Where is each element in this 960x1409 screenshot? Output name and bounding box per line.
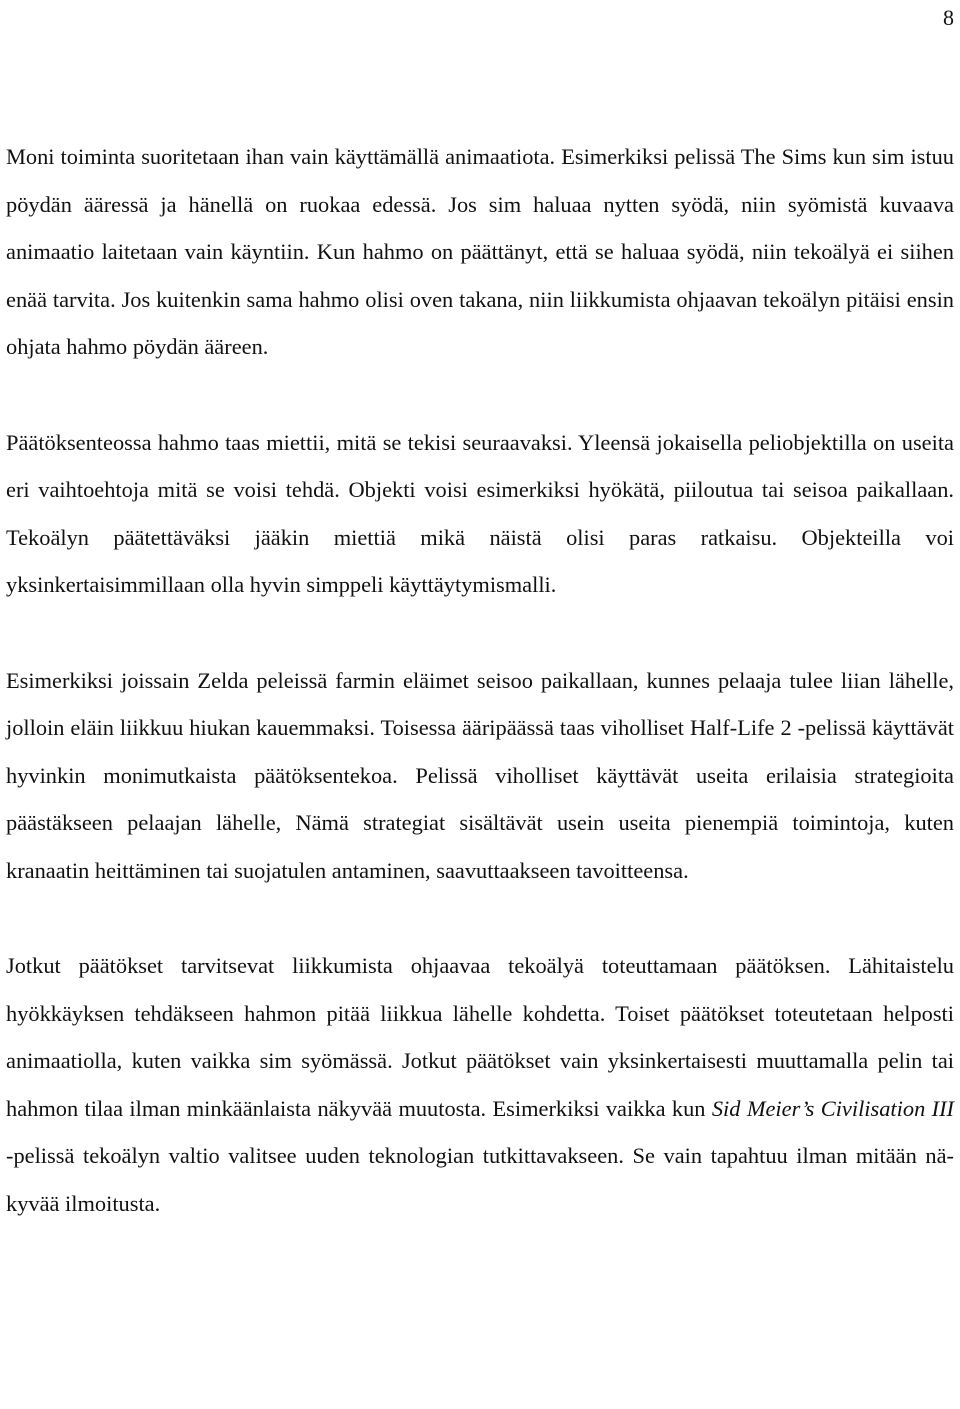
paragraph-text-after-title: -pelissä tekoälyn valtio valitsee uuden teknologian tutkittavakseen. Se vain tapahtuu ilman mitään näkyvää ilmoitusta. bbox=[6, 1143, 954, 1217]
game-title-italic: Sid Meier’s Civilisation III bbox=[711, 1095, 954, 1121]
paragraph-animation: Moni toiminta suoritetaan ihan vain käyttämällä animaatiota. Esimerkiksi pelissä The Sims kun sim istuu pöydän ääressä ja hänellä on ruokaa edessä. Jos sim haluaa nytten syödä, niin syömistä kuvaava animaatio laitetaan vain käyntiin. Kun hahmo on päättänyt, että se haluaa syödä, niin tekoälyä ei siihen enää tarvita. Jos kuitenkin sama hahmo olisi oven takana, niin liikkumista ohjaavan tekoälyn pitäisi ensin ohjata hahmo pöydän ääreen. bbox=[6, 144, 954, 360]
page-number: 8 bbox=[943, 5, 954, 30]
paragraph-text-before-title: Jotkut päätökset tarvitsevat liikkumista ohjaavaa tekoälyä toteuttamaan päätöksen. Lähitaistelu hyökkäyksen tehdäkseen hahmon pitää liikkua lähelle kohdetta. Toiset päätökset toteutetaan helposti animaatiolla, kuten vaikka sim syömässä. Jotkut päätökset vain yksinkertaisesti muuttamalla pelin tai hahmon tilaa ilman minkäänlaista näkyvää muutosta. Esimerkiksi vaikka kun bbox=[6, 953, 954, 1121]
document-body bbox=[6, 133, 954, 1228]
paragraph-decision-making: Päätöksenteossa hahmo taas miettii, mitä se tekisi seuraavaksi. Yleensä jokaisella peliobjektilla on useita eri vaihtoehtoja mitä se voisi tehdä. Objekti voisi esimerkiksi hyökätä, piiloutua tai seisoa paikallaan. Tekoälyn päätettäväksi jääkin miettiä mikä näistä olisi paras ratkaisu. Objekteilla voi yksinkertaisimmillaan olla hyvin simppeli käyttäytymismalli. bbox=[6, 429, 954, 598]
paragraph-decision-execution bbox=[6, 942, 954, 1228]
paragraph-examples: Esimerkiksi joissain Zelda peleissä farmin eläimet seisoo paikallaan, kunnes pelaaja tulee liian lähelle, jolloin eläin liikkuu hiukan kauemmaksi. Toisessa ääripäässä taas viholliset Half-Life 2 -pelissä käyttävät hyvinkin monimutkaista päätöksentekoa. Pelissä viholliset käyttävät useita erilaisia strategioita päästäkseen pelaajan lähelle, Nämä strategiat sisältävät usein useita pienempiä toimintoja, kuten kranaatin heittäminen tai suojatulen antaminen, saavuttaakseen tavoitteensa. bbox=[6, 667, 954, 883]
